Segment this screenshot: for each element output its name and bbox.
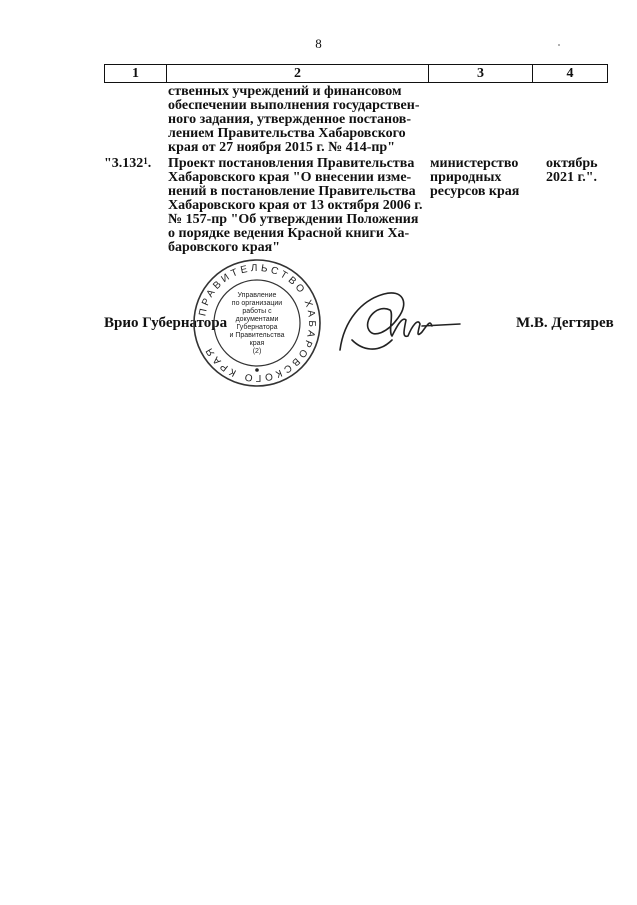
row-deadline: [546, 157, 598, 185]
text-line: 2021 г.".: [546, 170, 598, 185]
header-col-3: 3: [429, 65, 533, 82]
text-line: Проект постановления Правительства: [168, 156, 415, 171]
header-col-1: 1: [105, 65, 167, 82]
seal-line: Управление: [237, 292, 277, 299]
text-line: баровского края": [168, 240, 280, 255]
row-executor: [430, 157, 519, 199]
seal-line: и Правительства: [229, 332, 285, 339]
row-number: [104, 157, 151, 171]
stray-mark: [558, 44, 560, 46]
header-col-4: 4: [566, 66, 574, 81]
text-line: ственных учреждений и финансовом: [168, 84, 402, 99]
table-header: [104, 64, 608, 83]
seal-line: по организации: [231, 300, 283, 307]
seal-line: края: [249, 340, 265, 347]
signer-name: М.В. Дегтярев: [516, 315, 614, 331]
seal-line: (2): [252, 348, 262, 355]
seal-center-text: [224, 292, 290, 356]
seal-line: работы с документами: [235, 308, 279, 323]
text-line: Хабаровского края от 13 октября 2006 г.: [168, 198, 423, 213]
row-number-suffix: .: [147, 156, 152, 171]
signature-position-label: Врио Губернатора: [104, 315, 228, 331]
text-line: природных: [430, 170, 502, 185]
page-number: 8: [315, 36, 322, 51]
text-line: октябрь: [546, 156, 598, 171]
row-description: [168, 157, 422, 255]
text-line: нений в постановление Правительства: [168, 184, 416, 199]
continuation-text: [168, 85, 420, 155]
header-col-2: 2: [167, 65, 429, 82]
seal-line: Губернатора: [236, 324, 278, 331]
handwritten-signature-icon: [332, 280, 462, 370]
text-line: Хабаровского края "О внесении изме-: [168, 170, 412, 185]
text-line: ресурсов края: [430, 184, 520, 199]
text-line: министерство: [430, 156, 519, 171]
text-line: обеспечении выполнения государствен-: [168, 98, 420, 113]
seal-ring-text: ПРАВИТЕЛЬСТВО ХАБАРОВСКОГО КРАЯ: [197, 262, 318, 384]
text-line: ного задания, утвержденное постанов-: [168, 112, 411, 127]
text-line: лением Правительства Хабаровского: [168, 126, 406, 141]
text-line: о порядке ведения Красной книги Ха-: [168, 226, 410, 241]
row-number-main: "3.132: [104, 156, 144, 171]
row-number-sup: 1: [143, 156, 148, 166]
text-line: № 157-пр "Об утверждении Положения: [168, 212, 419, 227]
text-line: края от 27 ноября 2015 г. № 414-пр": [168, 140, 395, 155]
